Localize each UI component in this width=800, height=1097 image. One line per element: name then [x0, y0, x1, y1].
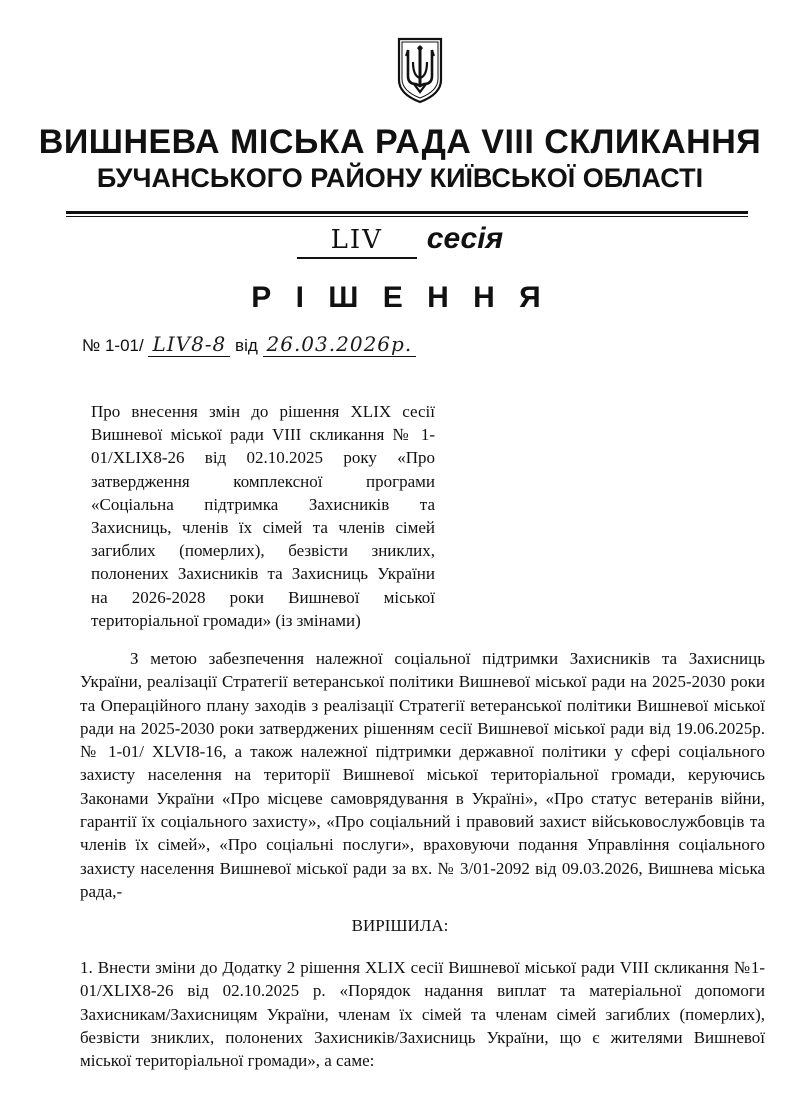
decision-title: Р І Ш Е Н Н Я [251, 281, 549, 314]
preamble-paragraph: З метою забезпечення належної соціальної підтримки Захисників та Захисниць України, реалізації Стратегії ветеранської політики Вишневої міської ради на 2025-2030 роки та Операційного плану заходів з реалізації Стратегії ветеранської політики Вишневої міської ради на 2025-2030 роки затверджених рішенням сесії Вишневої міської ради від 19.06.2025р. № 1-01/ XLVI8-16, а також належної підтримки державної політики у сфері соціального захисту населення на території Вишневої міської територіальної громади, керуючись Законами України «Про місцеве самоврядування в Україні», «Про статус ветеранів війни, гарантії їх соціального захисту», «Про соціальний і правовий захист військовослужбовців та членів їх сімей», «Про соціальні послуги», враховуючи подання Управління соціального захисту населення Вишневої міської ради за вх. № 3/01-2092 від 09.03.2026, Вишнева міська рада,- [80, 649, 765, 901]
session-number-handwritten: LIV [297, 223, 417, 259]
decision-date-prefix: від [235, 336, 258, 355]
session-label: сесія [426, 222, 504, 255]
header-divider-thin [66, 216, 748, 217]
district-name: БУЧАНСЬКОГО РАЙОНУ КИЇВСЬКОЇ ОБЛАСТІ [96, 163, 704, 193]
decision-number-line [82, 330, 416, 360]
decision-subject: Про внесення змін до рішення XLIX сесії Вишневої міської ради VIII скликання № 1-01/XLIX8-26 від 02.10.2025 року «Про затвердження комплексної програми «Соціальна підтримка Захисників та Захисниць, членів їх сімей та членів сімей загиблих (померлих), безвісти зниклих, полонених Захисників та Захисниць України на 2026-2028 роки Вишневої міської територіальної громади» (із змінами) [91, 402, 435, 630]
decision-number-prefix: № 1-01/ [82, 336, 144, 355]
council-name: ВИШНЕВА МІСЬКА РАДА VIII СКЛИКАННЯ [38, 123, 762, 161]
trident-coat-of-arms-icon [396, 36, 444, 104]
header-divider-thick [66, 211, 748, 214]
session-line [0, 222, 800, 259]
decision-number-handwritten: LIV8-8 [148, 332, 230, 357]
decision-item: 1. Внести зміни до Додатку 2 рішення XLIX сесії Вишневої міської ради VIII скликання №1-01/XLIX8-26 від 02.10.2025 р. «Порядок надання виплат та матеріальної допомоги Захисникам/Захисницям України, членам їх сімей та членам сімей загиблих (померлих), безвісти зниклих, полонених Захисників/Захисниць України, що є жителями Вишневої міської територіальної громади», а саме: [80, 958, 765, 1071]
resolved-heading: ВИРІШИЛА: [351, 916, 449, 935]
decision-date-handwritten: 26.03.2026р. [263, 332, 417, 357]
